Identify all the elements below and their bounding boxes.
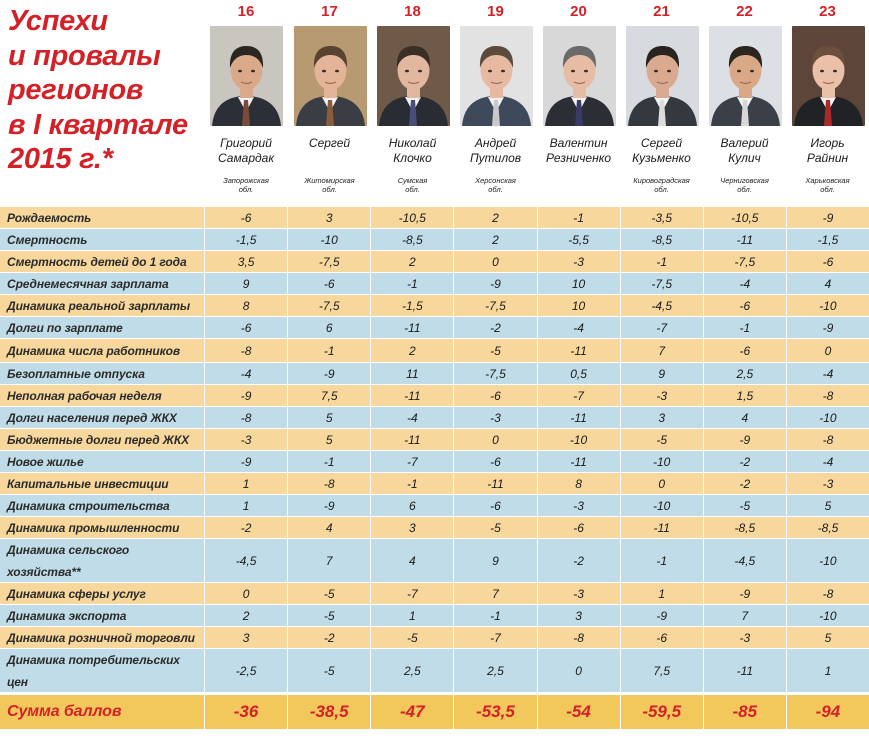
score-cell: 0 bbox=[786, 339, 869, 362]
score-cell: 2 bbox=[370, 251, 453, 272]
score-cell: -4 bbox=[370, 407, 453, 428]
table-row bbox=[0, 317, 869, 339]
score-cell: -9 bbox=[204, 451, 287, 472]
score-cell: -11 bbox=[703, 229, 786, 250]
score-cell: -7,5 bbox=[453, 363, 536, 384]
score-cell: -3,5 bbox=[620, 207, 703, 228]
governor-name bbox=[703, 136, 786, 166]
governor-first-name: Андрей bbox=[474, 136, 517, 150]
row-label: Динамика сельского хозяйства** bbox=[7, 542, 130, 579]
score-cell: 0 bbox=[620, 473, 703, 494]
score-cell: -8,5 bbox=[620, 229, 703, 250]
table-row bbox=[0, 451, 869, 473]
score-cell: -5 bbox=[453, 517, 536, 538]
score-cell: 9 bbox=[453, 539, 536, 582]
governor-portrait bbox=[543, 26, 616, 126]
governor-name bbox=[537, 136, 620, 166]
score-cell: -4 bbox=[703, 273, 786, 294]
row-label: Смертность детей до 1 года bbox=[7, 254, 187, 269]
score-cell: 2 bbox=[370, 339, 453, 362]
score-cell: 2 bbox=[453, 207, 536, 228]
row-label: Смертность bbox=[7, 232, 88, 247]
governor-column-header bbox=[537, 0, 620, 207]
total-score-cell: -85 bbox=[703, 695, 786, 729]
governor-column-header bbox=[620, 0, 703, 207]
score-cell: -2,5 bbox=[204, 649, 287, 692]
governor-last-name: Самардак bbox=[217, 151, 275, 165]
score-cell: 4 bbox=[786, 273, 869, 294]
governor-region: Черниговская обл. bbox=[720, 176, 769, 194]
table-row bbox=[0, 229, 869, 251]
score-cell: 5 bbox=[786, 627, 869, 648]
score-cell: -6 bbox=[703, 339, 786, 362]
row-label: Безоплатные отпуска bbox=[7, 366, 145, 381]
score-cell: -1 bbox=[370, 273, 453, 294]
governor-rank: 22 bbox=[736, 3, 753, 20]
score-cell: -5 bbox=[287, 583, 370, 604]
score-cell: -1 bbox=[620, 539, 703, 582]
governor-portrait bbox=[460, 26, 533, 126]
score-cell: 8 bbox=[537, 473, 620, 494]
governor-column-header bbox=[703, 0, 786, 207]
score-cell: -8,5 bbox=[703, 517, 786, 538]
score-cell: -8 bbox=[204, 339, 287, 362]
governor-rank: 23 bbox=[819, 3, 836, 20]
score-cell: -8 bbox=[786, 583, 869, 604]
governor-first-name: Сергей bbox=[640, 136, 683, 150]
score-cell: 3 bbox=[620, 407, 703, 428]
governor-name bbox=[204, 136, 288, 166]
score-cell: 4 bbox=[370, 539, 453, 582]
row-label: Новое жилье bbox=[7, 454, 84, 469]
table-row bbox=[0, 385, 869, 407]
score-cell: -9 bbox=[453, 273, 536, 294]
score-cell: 2 bbox=[453, 229, 536, 250]
governor-region: Кировоградская обл. bbox=[633, 176, 690, 194]
score-cell: -6 bbox=[786, 251, 869, 272]
score-cell: 0 bbox=[537, 649, 620, 692]
score-cell: -10 bbox=[786, 605, 869, 626]
table-row bbox=[0, 429, 869, 451]
score-cell: -8 bbox=[786, 429, 869, 450]
score-cell: -8 bbox=[537, 627, 620, 648]
score-cell: 5 bbox=[287, 429, 370, 450]
score-cell: -7 bbox=[537, 385, 620, 406]
score-cell: 7 bbox=[453, 583, 536, 604]
score-cell: -4 bbox=[786, 451, 869, 472]
score-cell: -5 bbox=[620, 429, 703, 450]
score-cell: 3 bbox=[370, 517, 453, 538]
row-label: Динамика экспорта bbox=[7, 608, 127, 623]
score-cell: 11 bbox=[370, 363, 453, 384]
governor-rank: 21 bbox=[653, 3, 670, 20]
governor-region: Херсонская обл. bbox=[475, 176, 516, 194]
score-cell: -3 bbox=[786, 473, 869, 494]
score-cell: 1 bbox=[620, 583, 703, 604]
score-cell: -10,5 bbox=[370, 207, 453, 228]
governor-portrait bbox=[377, 26, 450, 126]
score-cell: 5 bbox=[786, 495, 869, 516]
score-cell: -3 bbox=[453, 407, 536, 428]
score-cell: -5,5 bbox=[537, 229, 620, 250]
row-label: Динамика промышленности bbox=[7, 520, 180, 535]
row-label: Бюджетные долги перед ЖКХ bbox=[7, 432, 190, 447]
score-cell: 3 bbox=[537, 605, 620, 626]
score-cell: -6 bbox=[620, 627, 703, 648]
score-cell: 0 bbox=[453, 251, 536, 272]
table-row bbox=[0, 339, 869, 363]
score-cell: -10 bbox=[786, 539, 869, 582]
score-cell: -10 bbox=[786, 295, 869, 316]
score-cell: -6 bbox=[453, 385, 536, 406]
score-cell: -3 bbox=[537, 251, 620, 272]
score-cell: 6 bbox=[287, 317, 370, 338]
score-cell: -1 bbox=[287, 339, 370, 362]
score-cell: -9 bbox=[620, 605, 703, 626]
governor-name bbox=[288, 136, 371, 151]
total-score-cell: -59,5 bbox=[620, 695, 703, 729]
row-label: Динамика реальной зарплаты bbox=[7, 298, 191, 313]
table-row bbox=[0, 539, 869, 583]
score-cell: 1 bbox=[370, 605, 453, 626]
governor-portrait bbox=[626, 26, 699, 126]
governor-last-name: Кузьменко bbox=[632, 151, 691, 165]
score-cell: -4 bbox=[786, 363, 869, 384]
total-score-cell: -53,5 bbox=[453, 695, 536, 729]
score-cell: 7,5 bbox=[287, 385, 370, 406]
score-cell: -11 bbox=[703, 649, 786, 692]
score-cell: -3 bbox=[620, 385, 703, 406]
score-cell: -9 bbox=[287, 363, 370, 384]
score-cell: 2,5 bbox=[453, 649, 536, 692]
score-cell: -1 bbox=[287, 451, 370, 472]
title-line-3: регионов bbox=[8, 74, 144, 106]
score-cell: 1 bbox=[204, 473, 287, 494]
score-cell: -7 bbox=[453, 627, 536, 648]
score-cell: -3 bbox=[537, 583, 620, 604]
table-row bbox=[0, 251, 869, 273]
table-row bbox=[0, 583, 869, 605]
total-score-cell: -94 bbox=[786, 695, 869, 729]
score-cell: -1,5 bbox=[370, 295, 453, 316]
row-label: Рождаемость bbox=[7, 210, 92, 225]
governor-last-name: Резниченко bbox=[545, 151, 612, 165]
score-cell: -4 bbox=[537, 317, 620, 338]
row-label: Динамика потребительских цен bbox=[7, 652, 180, 689]
score-cell: -11 bbox=[537, 407, 620, 428]
score-cell: -10,5 bbox=[703, 207, 786, 228]
score-cell: 1 bbox=[204, 495, 287, 516]
score-cell: -3 bbox=[537, 495, 620, 516]
score-cell: -10 bbox=[287, 229, 370, 250]
score-cell: -6 bbox=[537, 517, 620, 538]
governor-last-name: Клочко bbox=[393, 151, 432, 165]
score-cell: -10 bbox=[620, 495, 703, 516]
score-cell: 7 bbox=[703, 605, 786, 626]
score-cell: -1 bbox=[370, 473, 453, 494]
score-cell: -6 bbox=[204, 317, 287, 338]
governor-region: Харьковская обл. bbox=[805, 176, 850, 194]
score-cell: -6 bbox=[204, 207, 287, 228]
governor-first-name: Николай bbox=[388, 136, 437, 150]
score-cell: 0 bbox=[453, 429, 536, 450]
row-label: Капитальные инвестиции bbox=[7, 476, 169, 491]
score-cell: 2,5 bbox=[370, 649, 453, 692]
total-score-cell: -36 bbox=[204, 695, 287, 729]
score-cell: -11 bbox=[620, 517, 703, 538]
score-cell: -1,5 bbox=[786, 229, 869, 250]
total-score-cell: -54 bbox=[537, 695, 620, 729]
row-label: Динамика строительства bbox=[7, 498, 170, 513]
score-cell: -1 bbox=[620, 251, 703, 272]
governor-portrait bbox=[792, 26, 865, 126]
score-cell: 4 bbox=[703, 407, 786, 428]
score-cell: -7,5 bbox=[453, 295, 536, 316]
score-cell: -8,5 bbox=[370, 229, 453, 250]
score-cell: -7,5 bbox=[620, 273, 703, 294]
score-cell: 1,5 bbox=[703, 385, 786, 406]
score-cell: -6 bbox=[453, 495, 536, 516]
row-label: Долги населения перед ЖКХ bbox=[7, 410, 177, 425]
score-table bbox=[0, 207, 869, 730]
score-cell: -8,5 bbox=[786, 517, 869, 538]
governor-portrait bbox=[210, 26, 283, 126]
governor-rank: 19 bbox=[487, 3, 504, 20]
row-label: Динамика сферы услуг bbox=[7, 586, 146, 601]
score-cell: -10 bbox=[786, 407, 869, 428]
score-cell: -5 bbox=[287, 649, 370, 692]
governor-last-name: Райнин bbox=[806, 151, 849, 165]
score-cell: 9 bbox=[620, 363, 703, 384]
title-line-5: 2015 г.* bbox=[8, 143, 113, 175]
score-cell: -6 bbox=[453, 451, 536, 472]
score-cell: -2 bbox=[703, 451, 786, 472]
score-cell: -11 bbox=[537, 339, 620, 362]
score-cell: -10 bbox=[620, 451, 703, 472]
governor-last-name: Кулич bbox=[728, 151, 761, 165]
score-cell: 0,5 bbox=[537, 363, 620, 384]
score-cell: -9 bbox=[703, 583, 786, 604]
score-cell: -3 bbox=[703, 627, 786, 648]
governor-region: Сумская обл. bbox=[397, 176, 428, 194]
score-cell: -11 bbox=[370, 317, 453, 338]
score-cell: 3,5 bbox=[204, 251, 287, 272]
table-row bbox=[0, 207, 869, 229]
score-cell: -1 bbox=[703, 317, 786, 338]
score-cell: -10 bbox=[537, 429, 620, 450]
governor-rank: 17 bbox=[321, 3, 338, 20]
governor-first-name: Игорь bbox=[810, 136, 845, 150]
governor-first-name: Валерий bbox=[720, 136, 769, 150]
score-cell: -9 bbox=[786, 317, 869, 338]
governor-header-row bbox=[204, 0, 869, 207]
score-cell: -11 bbox=[453, 473, 536, 494]
score-cell: -11 bbox=[370, 429, 453, 450]
governor-portrait bbox=[709, 26, 782, 126]
governor-column-header bbox=[204, 0, 288, 207]
score-cell: -8 bbox=[786, 385, 869, 406]
score-cell: -5 bbox=[370, 627, 453, 648]
score-cell: 4 bbox=[287, 517, 370, 538]
score-cell: -9 bbox=[204, 385, 287, 406]
score-cell: 3 bbox=[287, 207, 370, 228]
score-cell: -2 bbox=[537, 539, 620, 582]
score-cell: -11 bbox=[370, 385, 453, 406]
score-cell: -9 bbox=[287, 495, 370, 516]
table-row bbox=[0, 495, 869, 517]
total-label: Сумма баллов bbox=[7, 703, 122, 720]
score-cell: -7,5 bbox=[703, 251, 786, 272]
score-cell: -5 bbox=[703, 495, 786, 516]
score-cell: -4,5 bbox=[204, 539, 287, 582]
score-cell: 3 bbox=[204, 627, 287, 648]
governor-name bbox=[371, 136, 454, 166]
title-line-4: в I квартале bbox=[8, 108, 188, 141]
score-cell: -2 bbox=[287, 627, 370, 648]
score-cell: -1,5 bbox=[204, 229, 287, 250]
table-row bbox=[0, 273, 869, 295]
governor-region: Запорожская обл. bbox=[223, 176, 269, 194]
governor-column-header bbox=[371, 0, 454, 207]
row-label: Динамика числа работников bbox=[7, 343, 181, 358]
title-line-1: Успехи bbox=[8, 5, 108, 37]
score-cell: 7 bbox=[287, 539, 370, 582]
score-cell: -8 bbox=[287, 473, 370, 494]
score-cell: -1 bbox=[537, 207, 620, 228]
score-cell: -7 bbox=[370, 583, 453, 604]
score-cell: 10 bbox=[537, 273, 620, 294]
score-cell: 9 bbox=[204, 273, 287, 294]
table-row bbox=[0, 517, 869, 539]
score-cell: -2 bbox=[703, 473, 786, 494]
score-cell: 7 bbox=[620, 339, 703, 362]
score-cell: 8 bbox=[204, 295, 287, 316]
governor-name bbox=[620, 136, 703, 166]
governor-first-name: Валентин bbox=[549, 136, 608, 150]
score-cell: -3 bbox=[204, 429, 287, 450]
governor-rank: 16 bbox=[237, 3, 255, 20]
table-row bbox=[0, 473, 869, 495]
score-cell: 6 bbox=[370, 495, 453, 516]
score-cell: -4 bbox=[204, 363, 287, 384]
score-cell: -1 bbox=[453, 605, 536, 626]
governor-column-header bbox=[786, 0, 869, 207]
table-row bbox=[0, 605, 869, 627]
score-cell: -6 bbox=[703, 295, 786, 316]
score-cell: -5 bbox=[453, 339, 536, 362]
governor-rank: 18 bbox=[404, 3, 421, 20]
table-row bbox=[0, 363, 869, 385]
governor-name bbox=[786, 136, 869, 166]
score-cell: 2 bbox=[204, 605, 287, 626]
score-cell: -2 bbox=[453, 317, 536, 338]
table-row bbox=[0, 407, 869, 429]
score-cell: -5 bbox=[287, 605, 370, 626]
governor-region: Житомирская обл. bbox=[304, 176, 355, 194]
score-cell: -7,5 bbox=[287, 251, 370, 272]
score-cell: -11 bbox=[537, 451, 620, 472]
row-label: Неполная рабочая неделя bbox=[7, 388, 162, 403]
score-cell: 7,5 bbox=[620, 649, 703, 692]
table-row bbox=[0, 295, 869, 317]
score-cell: 1 bbox=[786, 649, 869, 692]
score-cell: -4,5 bbox=[703, 539, 786, 582]
score-cell: -7 bbox=[370, 451, 453, 472]
governor-first-name: Григорий bbox=[220, 136, 272, 150]
row-label: Среднемесячная зарплата bbox=[7, 276, 169, 291]
score-cell: -8 bbox=[204, 407, 287, 428]
score-cell: -9 bbox=[786, 207, 869, 228]
governor-first-name: Сергей bbox=[308, 136, 351, 150]
score-cell: -4,5 bbox=[620, 295, 703, 316]
total-score-cell: -47 bbox=[370, 695, 453, 729]
score-cell: 10 bbox=[537, 295, 620, 316]
score-cell: -2 bbox=[204, 517, 287, 538]
score-cell: 5 bbox=[287, 407, 370, 428]
governor-portrait bbox=[294, 26, 367, 126]
row-label: Динамика розничной торговли bbox=[7, 630, 195, 645]
score-cell: -7,5 bbox=[287, 295, 370, 316]
score-cell: -9 bbox=[703, 429, 786, 450]
governor-name bbox=[454, 136, 537, 166]
governor-last-name: Путилов bbox=[469, 151, 522, 165]
governor-column-header bbox=[288, 0, 371, 207]
score-cell: 2,5 bbox=[703, 363, 786, 384]
total-score-cell: -38,5 bbox=[287, 695, 370, 729]
table-row bbox=[0, 649, 869, 693]
title-line-2: и провалы bbox=[8, 39, 161, 72]
governor-column-header bbox=[454, 0, 537, 207]
score-cell: -6 bbox=[287, 273, 370, 294]
governor-rank: 20 bbox=[570, 3, 587, 20]
page-title bbox=[8, 4, 204, 177]
total-row bbox=[0, 693, 869, 730]
score-cell: 0 bbox=[204, 583, 287, 604]
table-row bbox=[0, 627, 869, 649]
score-cell: -7 bbox=[620, 317, 703, 338]
row-label: Долги по зарплате bbox=[7, 320, 123, 335]
